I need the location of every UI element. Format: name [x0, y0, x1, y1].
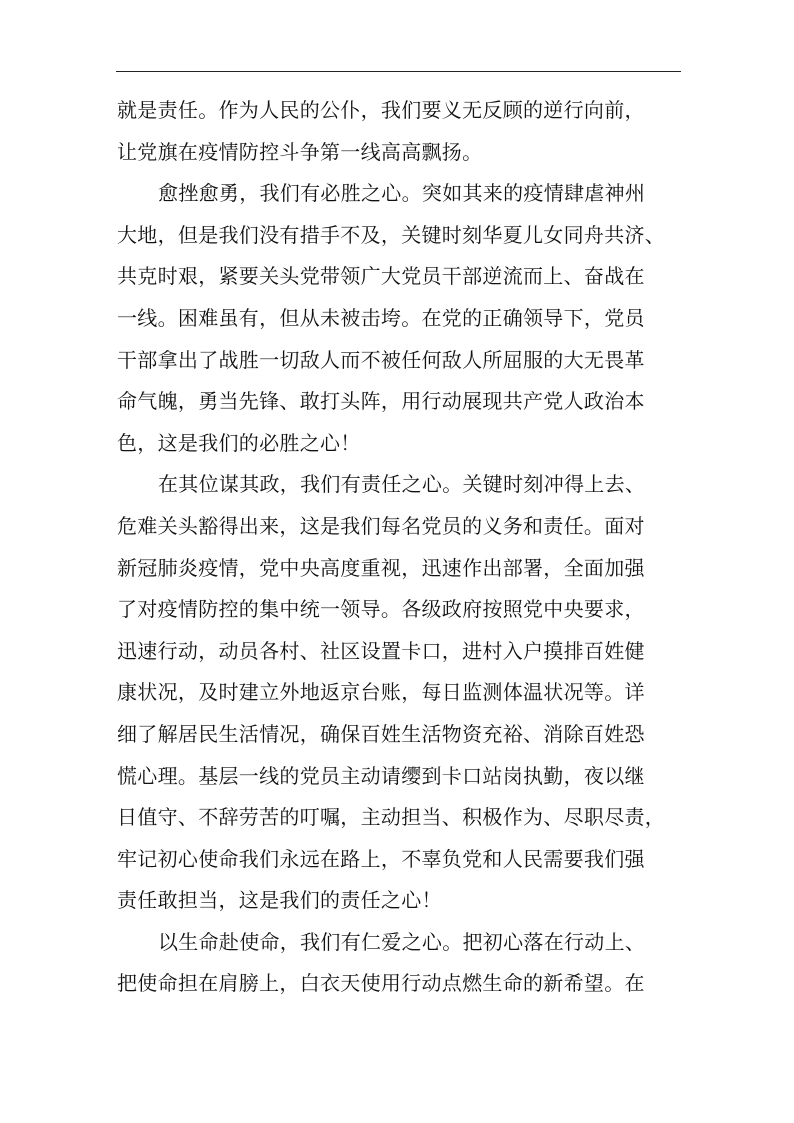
text-line: 大地，但是我们没有措手不及，关键时刻华夏儿女同舟共济、	[117, 222, 666, 247]
text-line: 就是责任。作为人民的公仆，我们要义无反顾的逆行向前，	[117, 98, 645, 122]
paragraph-start-line: 以生命赴使命，我们有仁爱之心。把初心落在行动上、	[158, 929, 646, 954]
text-line: 了对疫情防控的集中统一领导。各级政府按照党中央要求，	[117, 597, 645, 622]
text-line: 日值守、不辞劳苦的叮嘱，主动担当、积极作为、尽职尽责，	[117, 805, 666, 830]
header-rule	[116, 71, 681, 72]
text-line: 让党旗在疫情防控斗争第一线高高飘扬。	[117, 139, 483, 164]
text-line: 共克时艰，紧要关头党带领广大党员干部逆流而上、奋战在	[117, 264, 645, 289]
text-line: 把使命担在肩膀上，白衣天使用行动点燃生命的新希望。在	[117, 971, 645, 996]
text-line: 康状况，及时建立外地返京台账，每日监测体温状况等。详	[117, 680, 645, 705]
text-line: 牢记初心使命我们永远在路上，不辜负党和人民需要我们强	[117, 846, 645, 871]
text-line: 干部拿出了战胜一切敌人而不被任何敌人所屈服的大无畏革	[117, 347, 645, 372]
text-line: 一线。困难虽有，但从未被击垮。在党的正确领导下，党员	[117, 305, 645, 330]
text-line: 危难关头豁得出来，这是我们每名党员的义务和责任。面对	[117, 513, 645, 538]
paragraph-start-line: 愈挫愈勇，我们有必胜之心。突如其来的疫情肆虐神州	[158, 181, 646, 206]
text-line: 慌心理。基层一线的党员主动请缨到卡口站岗执勤，夜以继	[117, 763, 645, 788]
paragraph-start-line: 在其位谋其政，我们有责任之心。关键时刻冲得上去、	[158, 472, 646, 497]
text-line: 责任敢担当，这是我们的责任之心！	[117, 888, 442, 913]
text-line: 命气魄，勇当先锋、敢打头阵，用行动展现共产党人政治本	[117, 389, 645, 414]
body-text	[117, 90, 679, 1005]
text-line: 迅速行动，动员各村、社区设置卡口，进村入户摸排百姓健	[117, 638, 645, 663]
text-line: 色，这是我们的必胜之心！	[117, 430, 361, 455]
text-line: 细了解居民生活情况，确保百姓生活物资充裕、消除百姓恐	[117, 721, 645, 746]
text-line: 新冠肺炎疫情，党中央高度重视，迅速作出部署，全面加强	[117, 555, 645, 580]
